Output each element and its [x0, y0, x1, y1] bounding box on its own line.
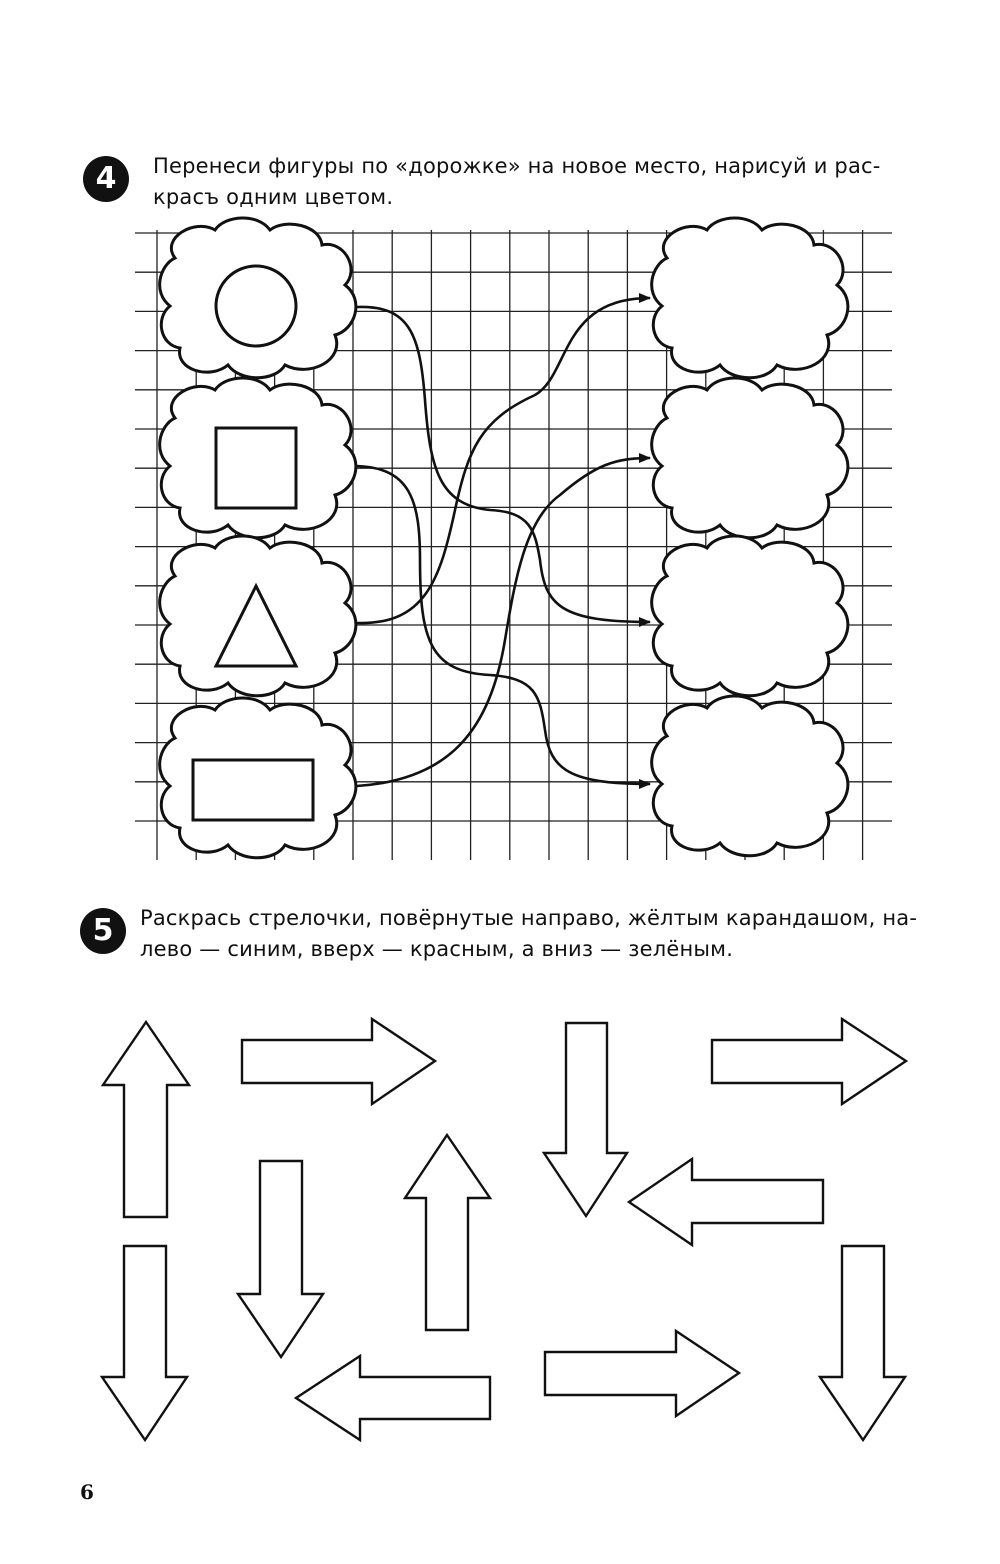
task-4-number-badge: 4 [83, 156, 129, 202]
arrow-down[interactable] [102, 1246, 187, 1440]
arrow-right[interactable] [545, 1331, 739, 1416]
arrow-up[interactable] [103, 1022, 189, 1217]
arrow-down[interactable] [238, 1161, 323, 1357]
target-cloud-3[interactable] [652, 536, 848, 696]
task-5-number-badge: 5 [80, 908, 126, 954]
arrow-right[interactable] [242, 1019, 435, 1104]
task-5-text-line-1: Раскрась стрелочки, повёрнутые направо, жёлтым карандашом, на- [140, 906, 918, 930]
task-5-text-line-2: лево — синим, вверх — красным, а вниз — зелёным. [140, 937, 734, 961]
task-4-text-line-2: красъ одним цветом. [153, 185, 394, 209]
arrow-left[interactable] [629, 1159, 823, 1245]
arrow-down[interactable] [820, 1246, 905, 1440]
path-triangle-to-cloud-1 [357, 298, 650, 623]
arrow-up[interactable] [405, 1135, 490, 1330]
source-cloud-4 [160, 698, 356, 858]
source-cloud-1 [160, 218, 356, 378]
arrow-down[interactable] [544, 1023, 627, 1216]
source-cloud-2 [160, 378, 356, 538]
target-cloud-2[interactable] [652, 378, 848, 538]
source-cloud-3 [160, 536, 356, 696]
task-4-text-line-1: Перенеси фигуры по «дорожке» на новое место, нарисуй и рас- [153, 154, 881, 178]
arrow-right[interactable] [712, 1019, 906, 1104]
target-cloud-4[interactable] [652, 696, 848, 856]
target-cloud-1[interactable] [652, 218, 848, 378]
arrow-left[interactable] [296, 1356, 490, 1440]
page-number: 6 [80, 1480, 94, 1504]
